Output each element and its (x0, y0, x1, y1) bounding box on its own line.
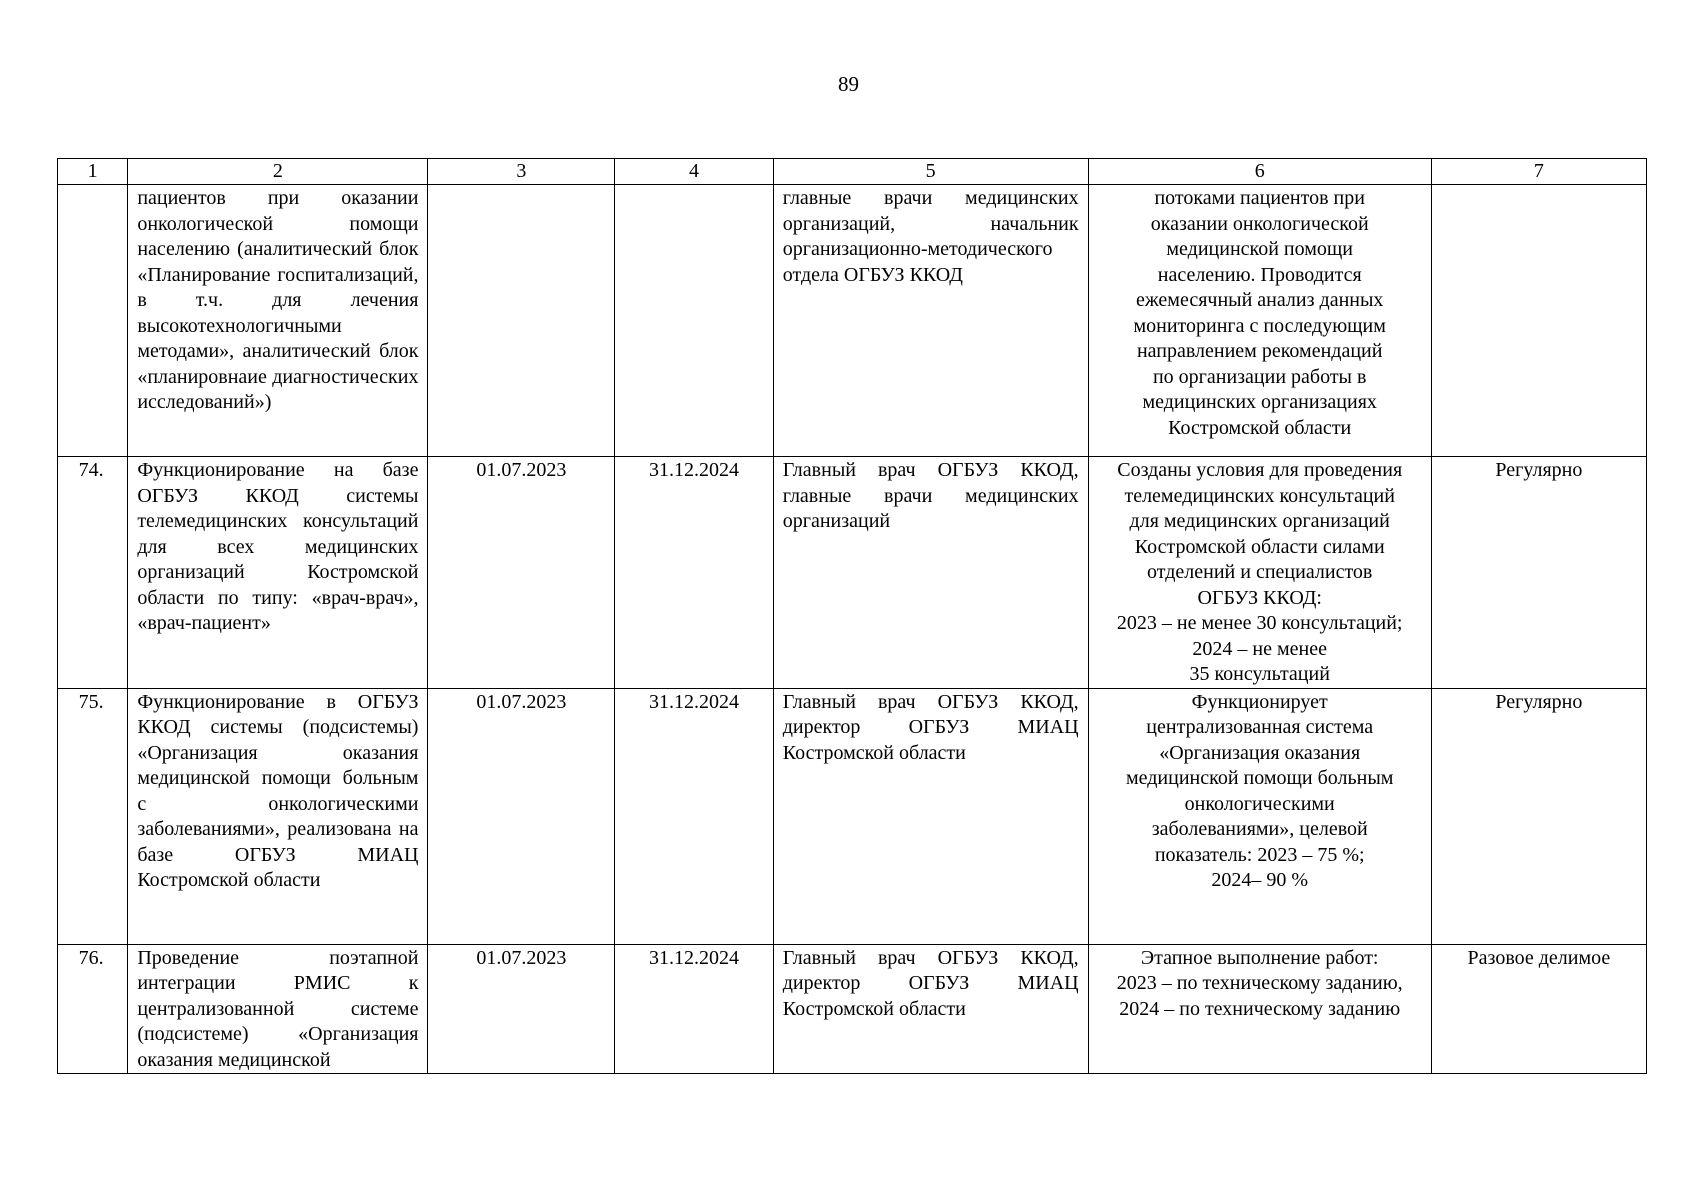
header-cell: 1 (58, 159, 128, 185)
row-number: 75. (58, 688, 128, 944)
start-date-cell: 01.07.2023 (428, 944, 615, 1074)
table-row (58, 185, 1647, 457)
result-line: телемедицинских консультаций (1124, 484, 1395, 507)
result-line: ежемесячный анализ данных (1135, 289, 1384, 311)
result-line: Костромской области силами (1134, 535, 1385, 558)
header-cell: 6 (1088, 159, 1431, 185)
result-line: Функционирует (1191, 690, 1328, 713)
result-line: Костромской области (1168, 416, 1352, 439)
result-line: 35 консультаций (1189, 663, 1330, 685)
page-number: 89 (838, 72, 859, 96)
result-line: Созданы условия для проведения (1117, 459, 1403, 481)
result-line: онкологическими (1184, 792, 1335, 815)
frequency-cell: Регулярно (1431, 457, 1646, 689)
result-line: мониторинга с последующим (1133, 314, 1386, 337)
start-date-cell: 01.07.2023 (428, 457, 615, 689)
table-row (58, 688, 1647, 944)
result-cell (1088, 457, 1431, 689)
responsible-cell: Главный врач ОГБУЗ ККОД, директор ОГБУЗ МИАЦ Костромской области (773, 944, 1088, 1074)
result-line: Этапное выполнение работ: (1140, 946, 1379, 969)
header-cell: 2 (128, 159, 428, 185)
header-cell: 3 (428, 159, 615, 185)
result-line: населению. Проводится (1157, 263, 1362, 286)
header-cell: 4 (615, 159, 773, 185)
result-line: 2023 – не менее 30 консультаций; (1116, 612, 1403, 634)
start-date-cell (428, 185, 615, 457)
row-number (58, 185, 128, 457)
start-date-cell: 01.07.2023 (428, 688, 615, 944)
result-line: направлением рекомендаций (1136, 340, 1383, 362)
result-cell (1088, 944, 1431, 1074)
result-line: отделений и специалистов (1147, 561, 1373, 583)
result-line: по организации работы в (1152, 365, 1367, 388)
result-line: потоками пациентов при (1154, 187, 1365, 209)
end-date-cell: 31.12.2024 (615, 457, 773, 689)
result-line: 2024 – по техническому заданию (1119, 997, 1401, 1020)
result-line: медицинской помощи больным (1125, 767, 1394, 789)
row-number: 74. (58, 457, 128, 689)
result-line: «Организация оказания (1159, 741, 1361, 764)
header-cell: 7 (1431, 159, 1646, 185)
result-line: медицинской помощи (1166, 238, 1354, 260)
table-row (58, 944, 1647, 1074)
result-line: оказании онкологической (1150, 212, 1369, 235)
result-line: централизованная система (1146, 716, 1374, 738)
result-line: для медицинских организаций (1129, 510, 1390, 532)
frequency-cell: Разовое делимое (1431, 944, 1646, 1074)
activity-cell: Проведение поэтапной интеграции РМИС к централизованной системе (подсистеме) «Организация оказания медицинской (128, 944, 428, 1074)
result-line: 2024– 90 % (1211, 869, 1309, 891)
plan-table (57, 158, 1647, 1074)
result-cell (1088, 185, 1431, 457)
responsible-cell: Главный врач ОГБУЗ ККОД, главные врачи медицинских организаций (773, 457, 1088, 689)
frequency-cell: Регулярно (1431, 688, 1646, 944)
responsible-cell: главные врачи медицинских организаций, начальник организационно-методического отдела ОГБУЗ ККОД (773, 185, 1088, 457)
activity-cell: пациентов при оказании онкологической помощи населению (аналитический блок «Планирование госпитализаций, в т.ч. для лечения высокотехнологичными методами», аналитический блок «планировнаие диагностических исследований») (128, 185, 428, 457)
end-date-cell: 31.12.2024 (615, 688, 773, 944)
end-date-cell (615, 185, 773, 457)
responsible-cell: Главный врач ОГБУЗ ККОД, директор ОГБУЗ МИАЦ Костромской области (773, 688, 1088, 944)
header-cell: 5 (773, 159, 1088, 185)
result-line: ОГБУЗ ККОД: (1197, 586, 1322, 609)
result-line: 2023 – по техническому заданию, (1116, 972, 1403, 994)
table-header-row (58, 159, 1647, 185)
end-date-cell: 31.12.2024 (615, 944, 773, 1074)
result-cell (1088, 688, 1431, 944)
activity-cell: Функционирование в ОГБУЗ ККОД системы (подсистемы) «Организация оказания медицинской помощи больным с онкологическими заболеваниями», реализована на базе ОГБУЗ МИАЦ Костромской области (128, 688, 428, 944)
table-row (58, 457, 1647, 689)
row-number: 76. (58, 944, 128, 1074)
frequency-cell (1431, 185, 1646, 457)
activity-cell: Функционирование на базе ОГБУЗ ККОД системы телемедицинских консультаций для всех медицинских организаций Костромской области по типу: «врач-врач», «врач-пациент» (128, 457, 428, 689)
result-line: медицинских организациях (1142, 391, 1377, 413)
result-line: показатель: 2023 – 75 %; (1154, 843, 1365, 866)
result-line: 2024 – не менее (1192, 637, 1327, 660)
result-line: заболеваниями», целевой (1151, 818, 1368, 840)
